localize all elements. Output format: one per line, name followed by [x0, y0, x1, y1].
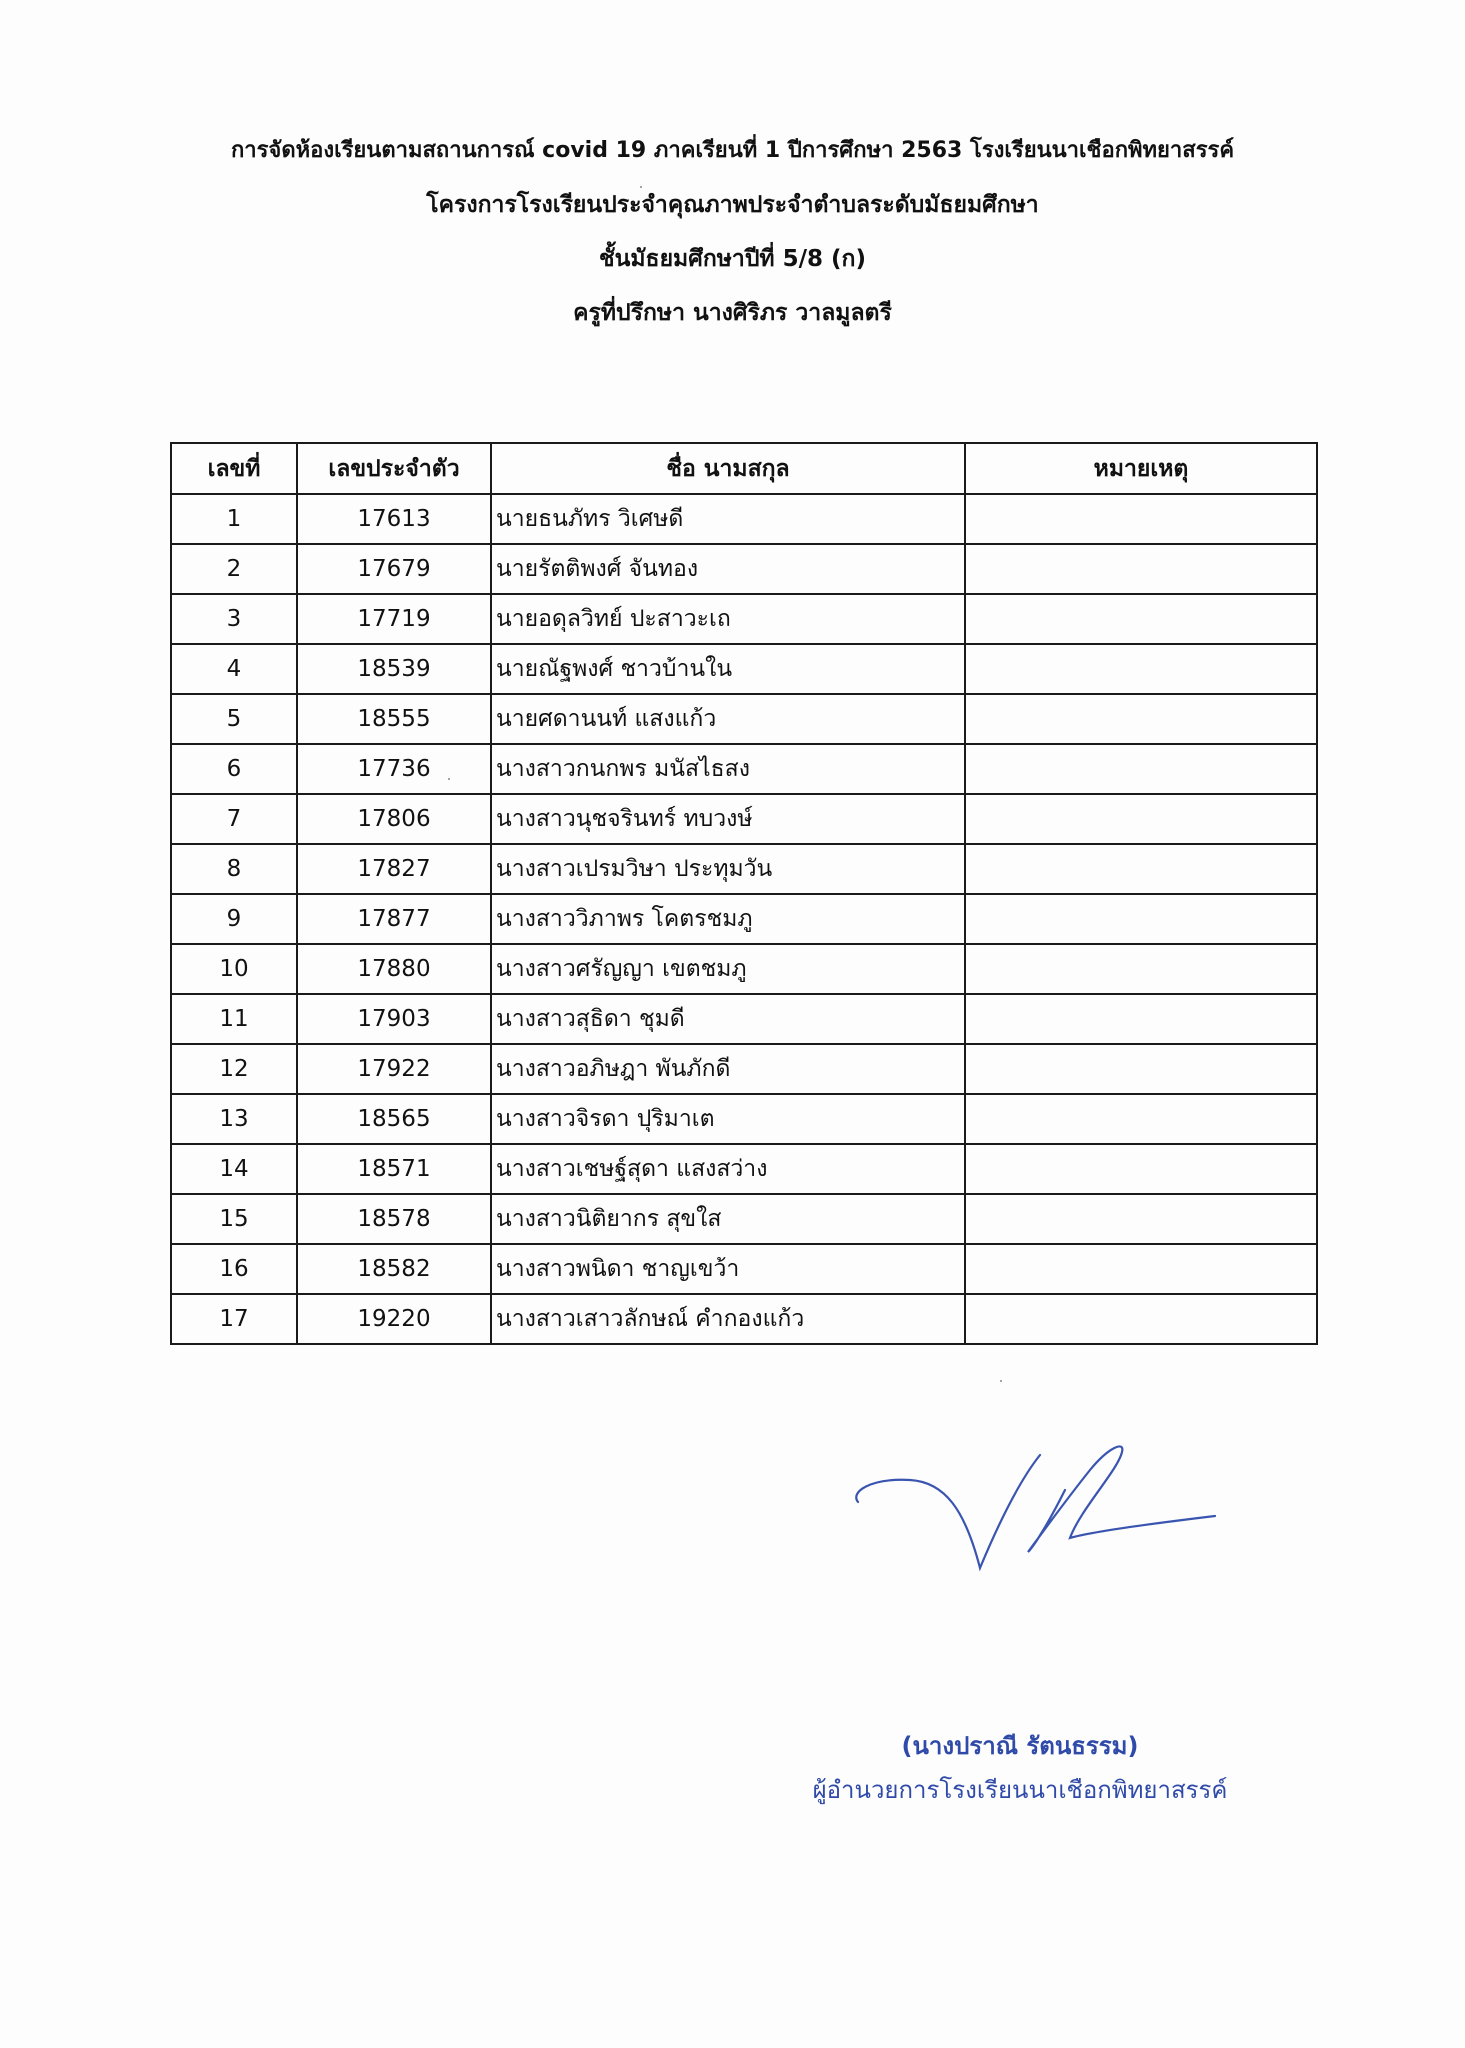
table-row — [171, 844, 1317, 894]
table-header-row — [171, 443, 1317, 494]
student-remark — [965, 1294, 1317, 1344]
student-remark — [965, 644, 1317, 694]
student-number: 14 — [171, 1144, 297, 1194]
scan-speck — [1000, 1380, 1002, 1382]
student-name: นายอดุลวิทย์ ปะสาวะเถ — [491, 594, 965, 644]
student-number: 2 — [171, 544, 297, 594]
table-row — [171, 1194, 1317, 1244]
student-remark — [965, 544, 1317, 594]
student-name: นางสาวจิรดา ปุริมาเต — [491, 1094, 965, 1144]
student-remark — [965, 994, 1317, 1044]
student-id: 18578 — [297, 1194, 491, 1244]
student-id: 19220 — [297, 1294, 491, 1344]
header-student-id: เลขประจำตัว — [297, 443, 491, 494]
student-number: 10 — [171, 944, 297, 994]
student-name: นางสาวเปรมวิษา ประทุมวัน — [491, 844, 965, 894]
student-remark — [965, 1044, 1317, 1094]
student-name: นายศดานนท์ แสงแก้ว — [491, 694, 965, 744]
table-row — [171, 644, 1317, 694]
table-row — [171, 694, 1317, 744]
principal-signature — [850, 1440, 1230, 1580]
student-remark — [965, 1094, 1317, 1144]
student-remark — [965, 494, 1317, 544]
student-name: นางสาววิภาพร โคตรชมภู — [491, 894, 965, 944]
student-id: 18539 — [297, 644, 491, 694]
student-id: 17827 — [297, 844, 491, 894]
student-name: นางสาวอภิษฎา พันภักดี — [491, 1044, 965, 1094]
student-remark — [965, 844, 1317, 894]
student-roster-table — [170, 442, 1318, 1345]
table-row — [171, 944, 1317, 994]
student-name: นางสาวนิติยากร สุขใส — [491, 1194, 965, 1244]
student-id: 17880 — [297, 944, 491, 994]
table-row — [171, 1294, 1317, 1344]
class-advisor: ครูที่ปรึกษา นางศิริภร วาลมูลตรี — [573, 300, 892, 326]
project-name: โครงการโรงเรียนประจำคุณภาพประจำตำบลระดับมัธยมศึกษา — [426, 192, 1039, 218]
document-header — [0, 136, 1465, 352]
student-name: นางสาวพนิดา ชาญเขว้า — [491, 1244, 965, 1294]
student-name: นางสาวกนกพร มนัสไธสง — [491, 744, 965, 794]
table-row — [171, 794, 1317, 844]
header-remarks: หมายเหตุ — [965, 443, 1317, 494]
table-row — [171, 494, 1317, 544]
student-remark — [965, 594, 1317, 644]
student-number: 7 — [171, 794, 297, 844]
student-remark — [965, 1244, 1317, 1294]
student-number: 5 — [171, 694, 297, 744]
student-id: 17736 — [297, 744, 491, 794]
student-name: นางสาวเสาวลักษณ์ คำกองแก้ว — [491, 1294, 965, 1344]
student-remark — [965, 944, 1317, 994]
table-row — [171, 1094, 1317, 1144]
student-id: 17613 — [297, 494, 491, 544]
table-row — [171, 1044, 1317, 1094]
student-number: 11 — [171, 994, 297, 1044]
student-number: 1 — [171, 494, 297, 544]
student-remark — [965, 1194, 1317, 1244]
scan-speck — [448, 778, 450, 780]
student-remark — [965, 794, 1317, 844]
student-number: 8 — [171, 844, 297, 894]
student-id: 18582 — [297, 1244, 491, 1294]
signatory-name: (นางปราณี รัตนธรรม) — [901, 1732, 1139, 1760]
student-id: 17719 — [297, 594, 491, 644]
student-remark — [965, 694, 1317, 744]
student-number: 13 — [171, 1094, 297, 1144]
table-row — [171, 544, 1317, 594]
student-id: 17922 — [297, 1044, 491, 1094]
table-row — [171, 894, 1317, 944]
student-name: นางสาวสุธิดา ชุมดี — [491, 994, 965, 1044]
student-name: นายณัฐพงศ์ ชาวบ้านใน — [491, 644, 965, 694]
student-name: นายรัตติพงศ์ จันทอง — [491, 544, 965, 594]
table-row — [171, 594, 1317, 644]
signatory-position: ผู้อำนวยการโรงเรียนนาเชือกพิทยาสรรค์ — [812, 1776, 1228, 1804]
table-row — [171, 1244, 1317, 1294]
student-remark — [965, 894, 1317, 944]
student-name: นายธนภัทร วิเศษดี — [491, 494, 965, 544]
student-name: นางสาวเชษฐ์สุดา แสงสว่าง — [491, 1144, 965, 1194]
header-number: เลขที่ — [171, 443, 297, 494]
table-row — [171, 994, 1317, 1044]
student-id: 17877 — [297, 894, 491, 944]
student-id: 17806 — [297, 794, 491, 844]
class-level: ชั้นมัธยมศึกษาปีที่ 5/8 (ก) — [599, 246, 866, 272]
scan-speck — [640, 186, 642, 188]
header-full-name: ชื่อ นามสกุล — [491, 443, 965, 494]
student-name: นางสาวศรัญญา เขตชมภู — [491, 944, 965, 994]
student-number: 4 — [171, 644, 297, 694]
student-remark — [965, 1144, 1317, 1194]
student-number: 3 — [171, 594, 297, 644]
student-number: 12 — [171, 1044, 297, 1094]
student-number: 9 — [171, 894, 297, 944]
table-row — [171, 1144, 1317, 1194]
student-number: 6 — [171, 744, 297, 794]
student-id: 18571 — [297, 1144, 491, 1194]
student-id: 17679 — [297, 544, 491, 594]
student-id: 17903 — [297, 994, 491, 1044]
student-id: 18565 — [297, 1094, 491, 1144]
student-number: 16 — [171, 1244, 297, 1294]
student-number: 17 — [171, 1294, 297, 1344]
table-row — [171, 744, 1317, 794]
student-number: 15 — [171, 1194, 297, 1244]
student-remark — [965, 744, 1317, 794]
student-id: 18555 — [297, 694, 491, 744]
document-title: การจัดห้องเรียนตามสถานการณ์ covid 19 ภาคเรียนที่ 1 ปีการศึกษา 2563 โรงเรียนนาเชือกพิทยาสรรค์ — [230, 138, 1235, 163]
student-name: นางสาวนุชจรินทร์ ทบวงษ์ — [491, 794, 965, 844]
